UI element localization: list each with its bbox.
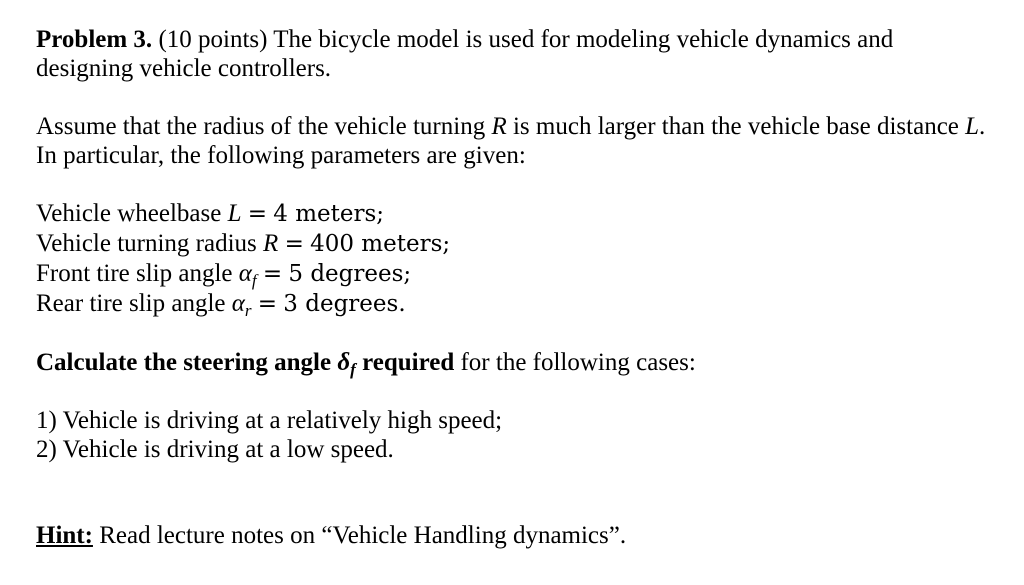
steering-angle-subscript: f (350, 360, 356, 379)
parameter-symbol: α (238, 260, 252, 287)
parameter-subscript: f (251, 271, 257, 290)
parameter-equals: = (257, 291, 278, 317)
parameter-label: Rear tire slip angle (36, 290, 226, 317)
task-rest: for the following cases: (460, 349, 696, 376)
parameter-equals: = (284, 231, 304, 257)
parameter-turning-radius (36, 229, 994, 259)
parameter-value: 4 meters; (273, 201, 385, 227)
parameter-equals: = (247, 201, 268, 227)
task-bold-text: Calculate the steering angle (36, 349, 332, 376)
parameter-symbol: L (227, 200, 242, 227)
parameter-symbol: α (231, 290, 245, 317)
cases-list (36, 406, 994, 464)
problem-label: Problem 3. (36, 26, 153, 53)
parameter-subscript: r (244, 301, 252, 320)
parameter-front-slip (36, 259, 994, 289)
assumption-paragraph (36, 112, 994, 170)
task-statement (36, 348, 994, 377)
parameter-label: Vehicle turning radius (36, 230, 257, 257)
case-item: 2) Vehicle is driving at a low speed. (36, 436, 394, 463)
hint-text: Read lecture notes on “Vehicle Handling dynamics”. (99, 522, 627, 549)
parameter-label: Vehicle wheelbase (36, 200, 222, 227)
task-required: required (362, 349, 455, 376)
var-R: R (491, 113, 507, 140)
parameter-equals: = (262, 261, 283, 287)
assumption-text-2: is much larger than the vehicle base distance (512, 113, 959, 140)
parameter-wheelbase (36, 199, 994, 229)
hint (36, 521, 994, 550)
steering-angle-symbol: δ (337, 349, 351, 376)
parameters-list (36, 199, 994, 319)
parameter-label: Front tire slip angle (36, 260, 233, 287)
problem-intro-text: The bicycle model is used for modeling vehicle dynamics and designing vehicle controllers. (36, 26, 894, 82)
problem-intro (36, 25, 994, 83)
assumption-period: . (979, 113, 986, 140)
case-item: 1) Vehicle is driving at a relatively high speed; (36, 407, 503, 434)
hint-label: Hint: (36, 522, 93, 549)
parameter-value: 400 meters; (310, 231, 451, 257)
problem-points: (10 points) (158, 26, 268, 53)
parameter-symbol: R (263, 230, 279, 257)
parameter-rear-slip (36, 289, 994, 319)
parameter-value: 5 degrees; (288, 261, 412, 287)
assumption-text-1: Assume that the radius of the vehicle turning (36, 113, 486, 140)
assumption-text-4: In particular, the following parameters are given: (36, 142, 526, 169)
parameter-value: 3 degrees. (283, 291, 406, 317)
var-L: L (965, 113, 980, 140)
